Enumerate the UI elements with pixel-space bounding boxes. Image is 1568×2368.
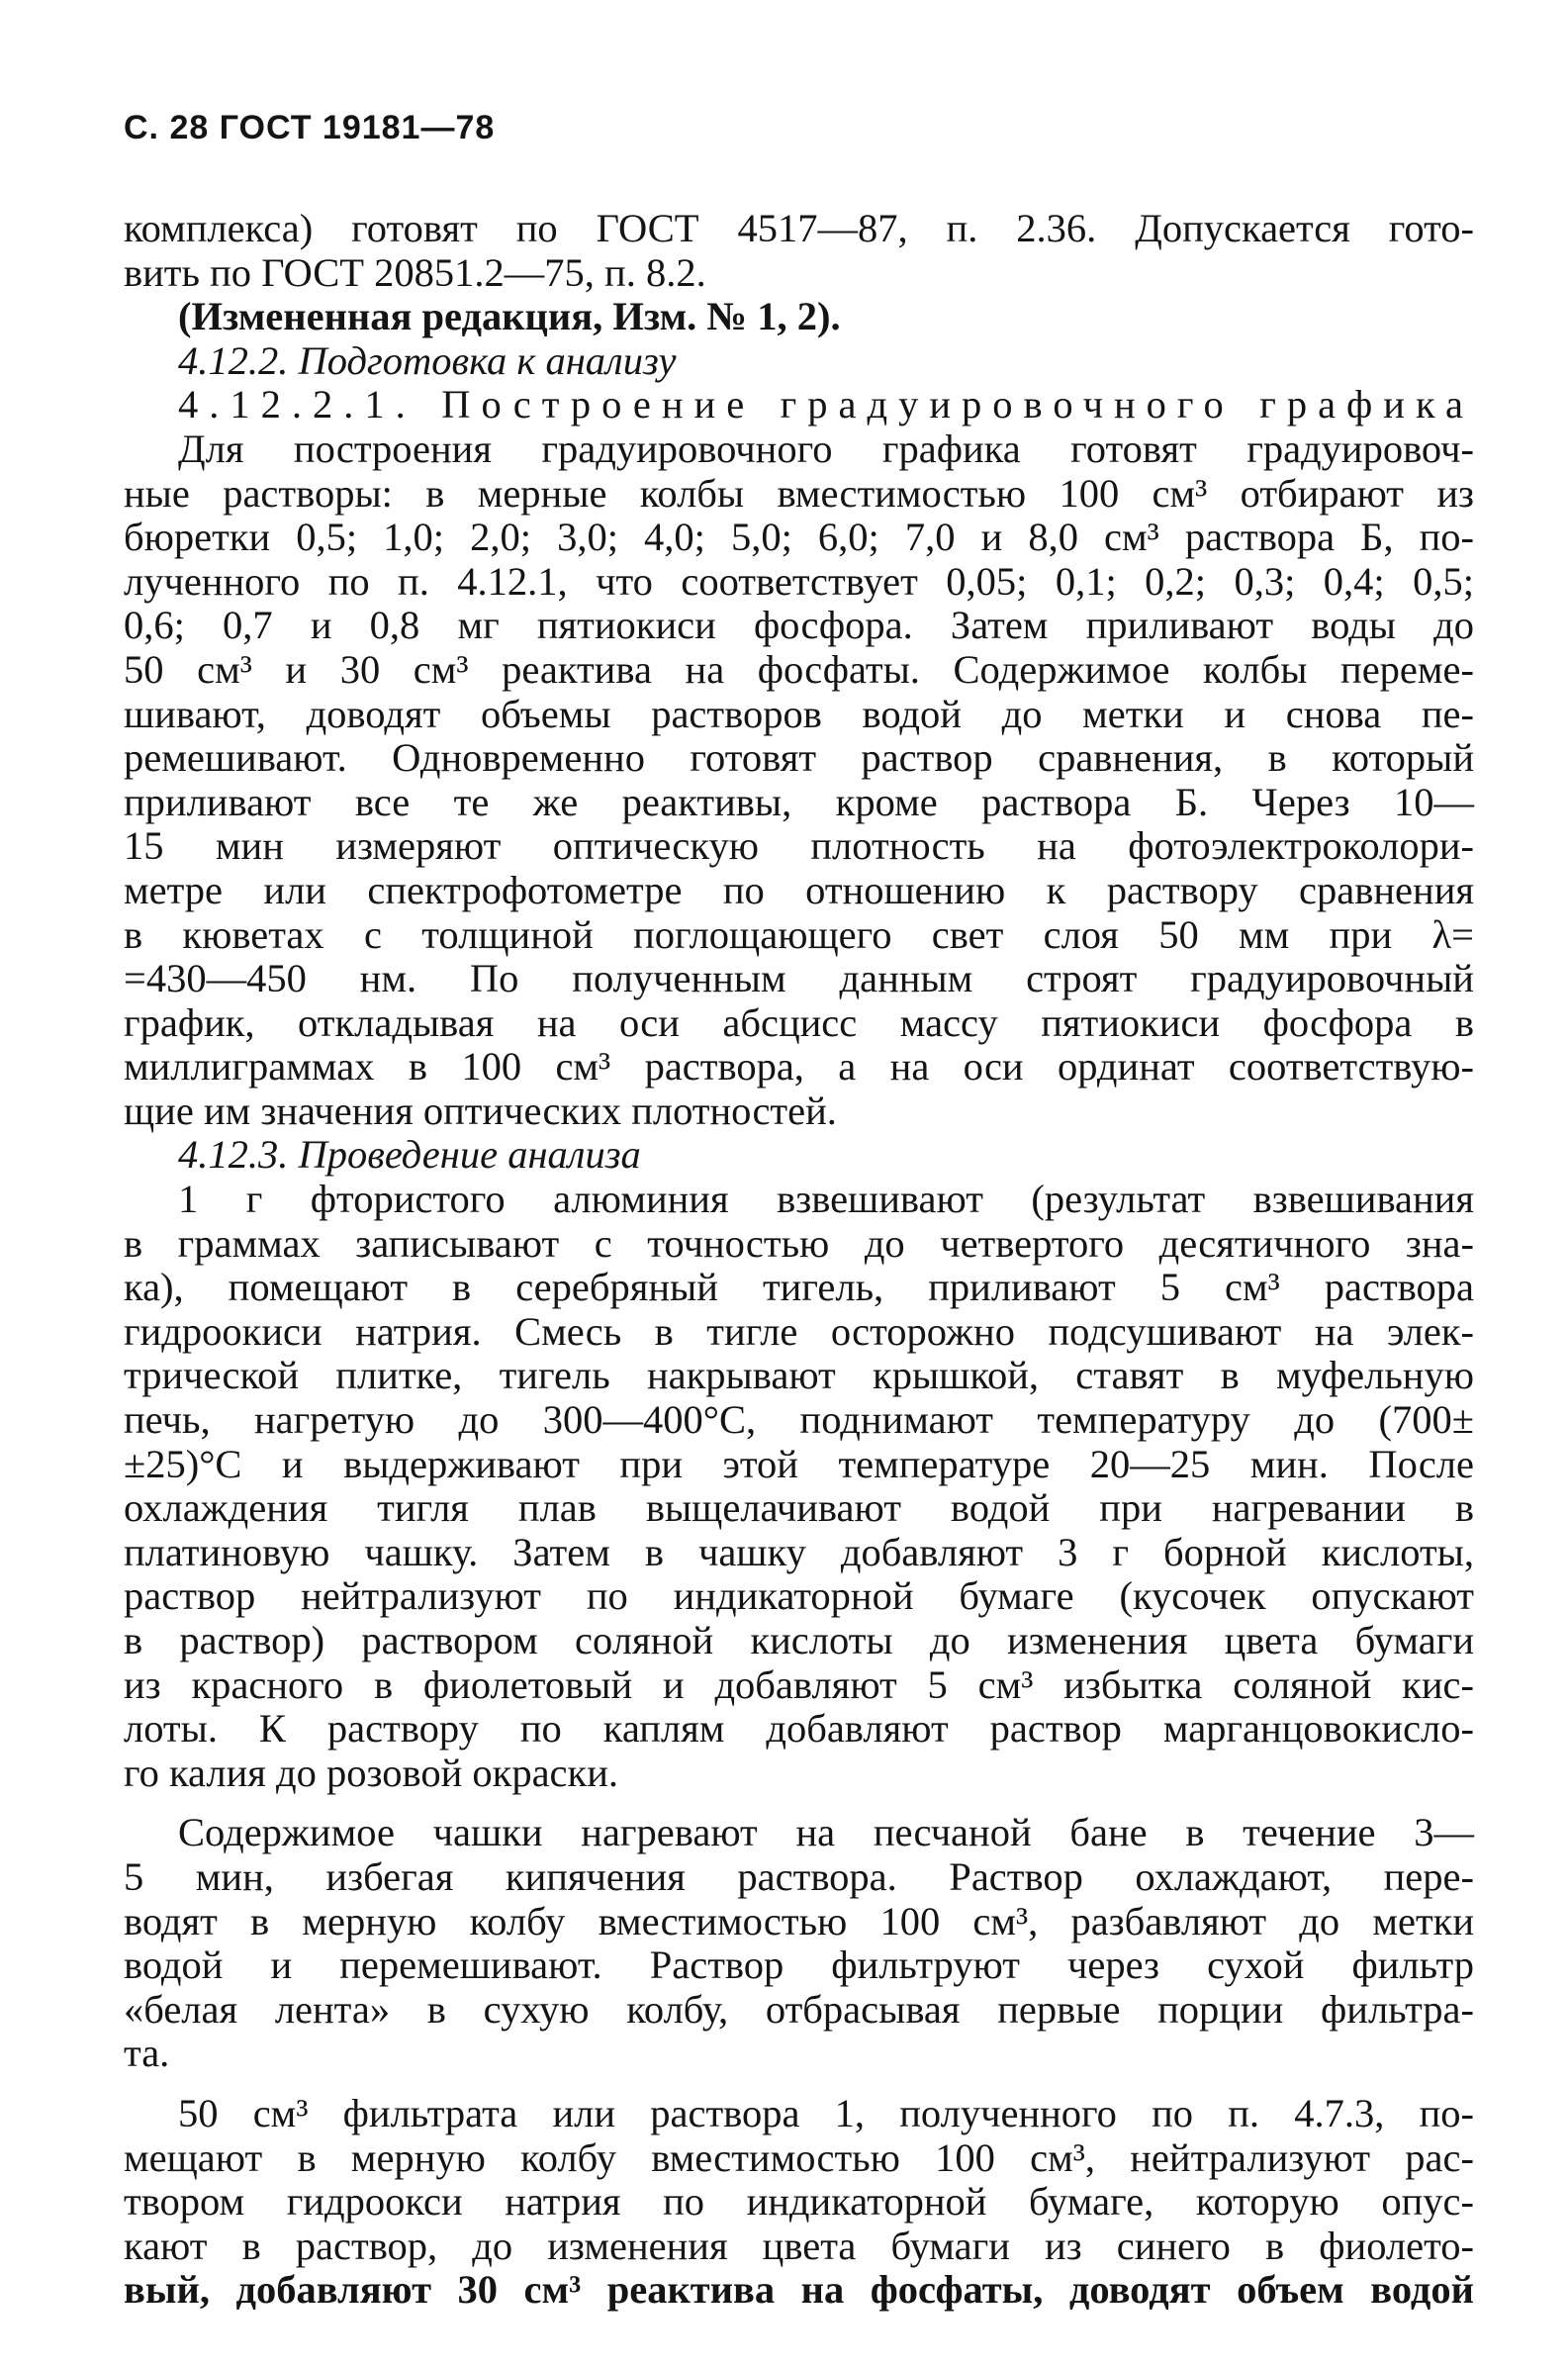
text-line: вый, добавляют 30 см³ реактива на фосфаты, доводят объем водой xyxy=(124,2267,1474,2313)
text-line: (Измененная редакция, Изм. № 1, 2). xyxy=(178,294,841,339)
text-line: раствор нейтрализуют по индикаторной бумаге (кусочек опускают xyxy=(124,1573,1474,1619)
text-line: в кюветах с толщиной поглощающего свет слоя 50 мм при λ= xyxy=(124,911,1474,957)
text-line: 50 см³ и 30 см³ реактива на фосфаты. Содержимое колбы переме- xyxy=(124,646,1474,692)
text-line: го калия до розовой окраски. xyxy=(124,1750,619,1795)
text-line: ±25)°С и выдерживают при этой температуре 20—25 мин. После xyxy=(124,1441,1474,1486)
text-line: метре или спектрофотометре по отношению к раствору сравнения xyxy=(124,867,1474,912)
text-line: водой и перемешивают. Раствор фильтруют через сухой фильтр xyxy=(124,1942,1474,1988)
text-line: 4.12.3. Проведение анализа xyxy=(178,1132,641,1178)
text-line: печь, нагретую до 300—400°С, поднимают температуру до (700± xyxy=(124,1397,1474,1443)
text-line: 4.12.2. Подготовка к анализу xyxy=(178,337,677,383)
text-line: в раствор) раствором соляной кислоты до изменения цвета бумаги xyxy=(124,1618,1474,1662)
text-line: платиновую чашку. Затем в чашку добавляют 3 г борной кислоты, xyxy=(124,1529,1474,1574)
text-line: щие им значения оптических плотностей. xyxy=(124,1088,837,1133)
text-line: та. xyxy=(124,2031,170,2076)
text-line: 50 см³ фильтрата или раствора 1, полученного по п. 4.7.3, по- xyxy=(178,2090,1474,2135)
paragraph-gap xyxy=(124,1795,1474,1811)
text-line: ка), помещают в серебряный тигель, приливают 5 см³ раствора xyxy=(124,1265,1474,1310)
document-page xyxy=(124,109,1474,2313)
paragraph-gap xyxy=(124,2076,1474,2092)
text-line: мещают в мерную колбу вместимостью 100 см³, нейтрализуют рас- xyxy=(124,2134,1474,2180)
text-line: 4.12.2.1. Построение градуировочного графика xyxy=(178,382,1474,427)
page-header: С. 28 ГОСТ 19181—78 xyxy=(124,109,496,146)
text-line: трической плитке, тигель накрывают крышкой, ставят в муфельную xyxy=(124,1353,1474,1398)
text-line: шивают, доводят объемы растворов водой до метки и снова пе- xyxy=(124,691,1474,736)
text-line: ные растворы: в мерные колбы вместимостью 100 см³ отбирают из xyxy=(124,470,1474,516)
text-line: приливают все те же реактивы, кроме раствора Б. Через 10— xyxy=(124,779,1474,824)
text-line: график, откладывая на оси абсцисс массу пятиокиси фосфора в xyxy=(124,999,1474,1045)
text-line: лоты. К раствору по каплям добавляют раствор марганцовокисло- xyxy=(124,1706,1474,1752)
text-line: 5 мин, избегая кипячения раствора. Раствор охлаждают, пере- xyxy=(124,1853,1474,1899)
text-line: 1 г фтористого алюминия взвешивают (результат взвешивания xyxy=(178,1177,1474,1222)
text-line: кают в раствор, до изменения цвета бумаги из синего в фиолето- xyxy=(124,2223,1474,2268)
text-line: «белая лента» в сухую колбу, отбрасывая первые порции фильтра- xyxy=(124,1986,1474,2032)
body-text xyxy=(124,207,1474,2313)
text-line: лученного по п. 4.12.1, что соответствует 0,05; 0,1; 0,2; 0,3; 0,4; 0,5; xyxy=(124,558,1474,604)
text-line: из красного в фиолетовый и добавляют 5 см³ избытка соляной кис- xyxy=(124,1661,1474,1707)
text-line: =430—450 нм. По полученным данным строят градуировочный xyxy=(124,956,1474,1001)
text-line: вить по ГОСТ 20851.2—75, п. 8.2. xyxy=(124,249,706,295)
text-line: комплекса) готовят по ГОСТ 4517—87, п. 2.36. Допускается гото- xyxy=(124,206,1474,250)
text-line: твором гидроокси натрия по индикаторной бумаге, которую опус- xyxy=(124,2179,1474,2225)
text-line: ремешивают. Одновременно готовят раствор сравнения, в который xyxy=(124,735,1474,781)
text-line: бюретки 0,5; 1,0; 2,0; 3,0; 4,0; 5,0; 6,0; 7,0 и 8,0 см³ раствора Б, по- xyxy=(124,515,1474,560)
text-line: в граммах записывают с точностью до четвертого десятичного зна- xyxy=(124,1220,1474,1266)
text-line: охлаждения тигля плав выщелачивают водой при нагревании в xyxy=(124,1485,1474,1531)
text-line: гидроокиси натрия. Смесь в тигле осторожно подсушивают на элек- xyxy=(124,1308,1474,1354)
text-line: Содержимое чашки нагревают на песчаной бане в течение 3— xyxy=(178,1810,1474,1855)
text-line: 15 мин измеряют оптическую плотность на фотоэлектроколори- xyxy=(124,823,1474,869)
text-line: 0,6; 0,7 и 0,8 мг пятиокиси фосфора. Затем приливают воды до xyxy=(124,603,1474,648)
text-line: миллиграммах в 100 см³ раствора, а на оси ординат соответствую- xyxy=(124,1044,1474,1089)
text-line: Для построения градуировочного графика готовят градуировоч- xyxy=(178,426,1474,471)
text-line: водят в мерную колбу вместимостью 100 см³, разбавляют до метки xyxy=(124,1898,1474,1943)
